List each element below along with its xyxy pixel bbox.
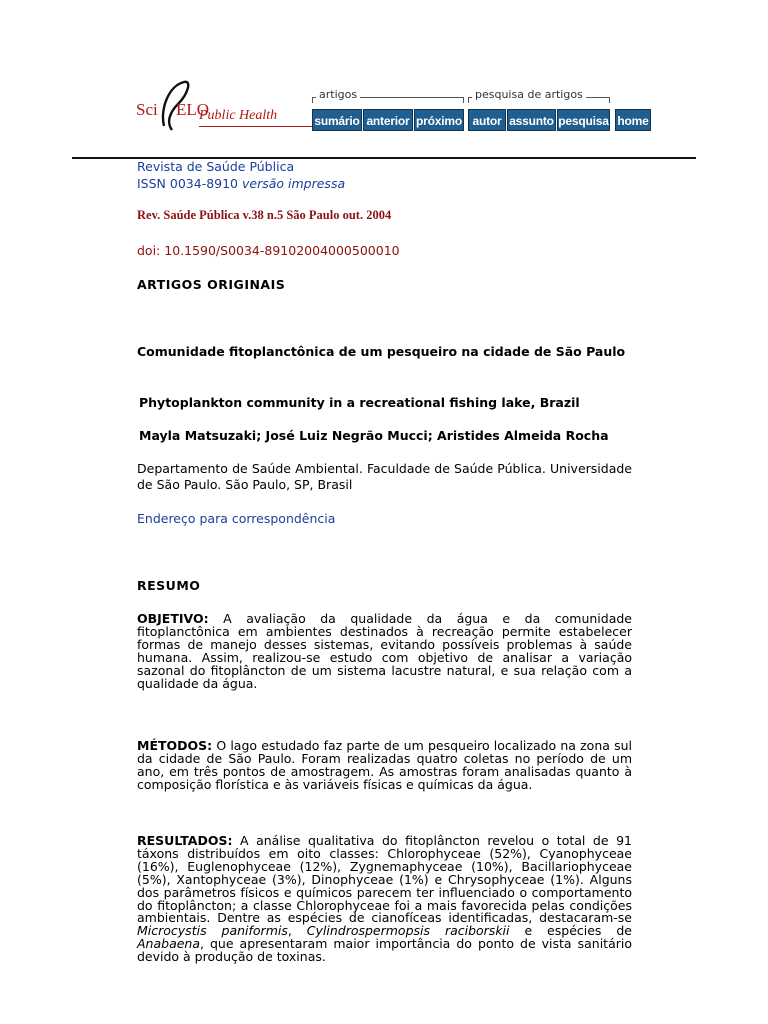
objetivo-paragraph xyxy=(137,613,632,690)
anterior-button[interactable]: anterior xyxy=(363,109,413,131)
citation: Rev. Saúde Pública v.38 n.5 São Paulo out. 2004 xyxy=(137,208,392,222)
artigos-group-tick-right xyxy=(463,97,464,103)
authors: Mayla Matsuzaki; José Luiz Negrão Mucci; Aristides Almeida Rocha xyxy=(139,428,609,443)
objetivo-text: A avaliação da qualidade da água e da comunidade fitoplanctônica em ambientes destinados à recreação permite estabelecer formas de manejo desses sistemas, evitando possíveis problemas à saúde humana. Assim, realizou-se estudo com objetivo de analisar a variação sazonal do fitoplâncton de um sistema lacustre natural, e sua relação com a qualidade da água. xyxy=(137,611,632,691)
affiliation: Departamento de Saúde Ambiental. Faculdade de Saúde Pública. Universidade de São Paulo. São Paulo, SP, Brasil xyxy=(137,461,632,492)
metodos-paragraph xyxy=(137,740,632,792)
abstract-heading: RESUMO xyxy=(137,578,201,593)
scielo-logo[interactable] xyxy=(136,80,301,132)
home-button[interactable]: home xyxy=(615,109,651,131)
resultados-text-1: A análise qualitativa do fitoplâncton revelou o total de 91 táxons distribuídos em oito classes: Chlorophyceae (52%), Cyanophyceae (16%), Euglenophyceae (12%), Zygnemaphyceae (10%), Bacillariophyceae (5%), Xantophyceae (3%), Dinophyceae (1%) e Chrysophyceae (1%). Alguns dos parâmetros físicos e químicos parecem ter influenciado o comportamento do fitoplâncton; a classe Chlorophyceae foi a mais favorecida pelas condições ambientais. Dentre as espécies de cianofíceas identificadas, destacaram-se xyxy=(137,833,632,926)
journal-name: Revista de Saúde Pública xyxy=(137,159,295,174)
artigos-group-label: artigos xyxy=(316,88,360,101)
metodos-label: MÉTODOS: xyxy=(137,738,213,753)
doi: doi: 10.1590/S0034-89102004000500010 xyxy=(137,243,400,258)
metodos-text: O lago estudado faz parte de um pesqueiro localizado na zona sul da cidade de São Paulo. Foram realizadas quatro coletas no período de um ano, em três pontos de amostragem. As amostras foram analisadas quanto à composição florística e às variáveis físicas e químicas da água. xyxy=(137,738,632,792)
resultados-species-1: Microcystis paniformis xyxy=(137,923,288,939)
resultados-species-3: Anabaena xyxy=(137,936,201,952)
objetivo-label: OBJETIVO: xyxy=(137,611,209,626)
autor-button[interactable]: autor xyxy=(468,109,506,131)
resultados-label: RESULTADOS: xyxy=(137,833,233,848)
logo-sci-text: Sci xyxy=(136,100,158,119)
assunto-button[interactable]: assunto xyxy=(507,109,556,131)
resultados-text-2: , xyxy=(287,923,307,939)
artigos-group-tick-left xyxy=(312,97,313,103)
pesquisa-button[interactable]: pesquisa xyxy=(557,109,610,131)
title-portuguese: Comunidade fitoplanctônica de um pesqueiro na cidade de São Paulo xyxy=(137,344,626,359)
resultados-text-3: e espécies de xyxy=(509,923,632,939)
section-heading: ARTIGOS ORIGINAIS xyxy=(137,277,286,292)
pesquisa-group-tick-left xyxy=(468,97,469,103)
proximo-button[interactable]: próximo xyxy=(414,109,464,131)
issn-number: ISSN 0034-8910 xyxy=(137,176,242,191)
pesquisa-group-label: pesquisa de artigos xyxy=(472,88,586,101)
logo-elo-text: ELO xyxy=(176,100,210,119)
resultados-text-4: , que apresentaram maior importância do ponto de vista sanitário devido à produção de toxinas. xyxy=(137,936,632,965)
title-english: Phytoplankton community in a recreational fishing lake, Brazil xyxy=(139,395,580,410)
logo-public-health-text: Public Health xyxy=(199,108,278,123)
correspondence-link[interactable]: Endereço para correspondência xyxy=(137,511,336,526)
pesquisa-group-tick-right xyxy=(609,97,610,103)
logo-underline xyxy=(199,126,329,127)
issn-version: versão impressa xyxy=(242,176,346,191)
resultados-paragraph xyxy=(137,835,632,964)
resultados-species-2: Cylindrospermopsis raciborskii xyxy=(306,923,510,939)
sumario-button[interactable]: sumário xyxy=(312,109,362,131)
journal-issn xyxy=(137,176,345,191)
